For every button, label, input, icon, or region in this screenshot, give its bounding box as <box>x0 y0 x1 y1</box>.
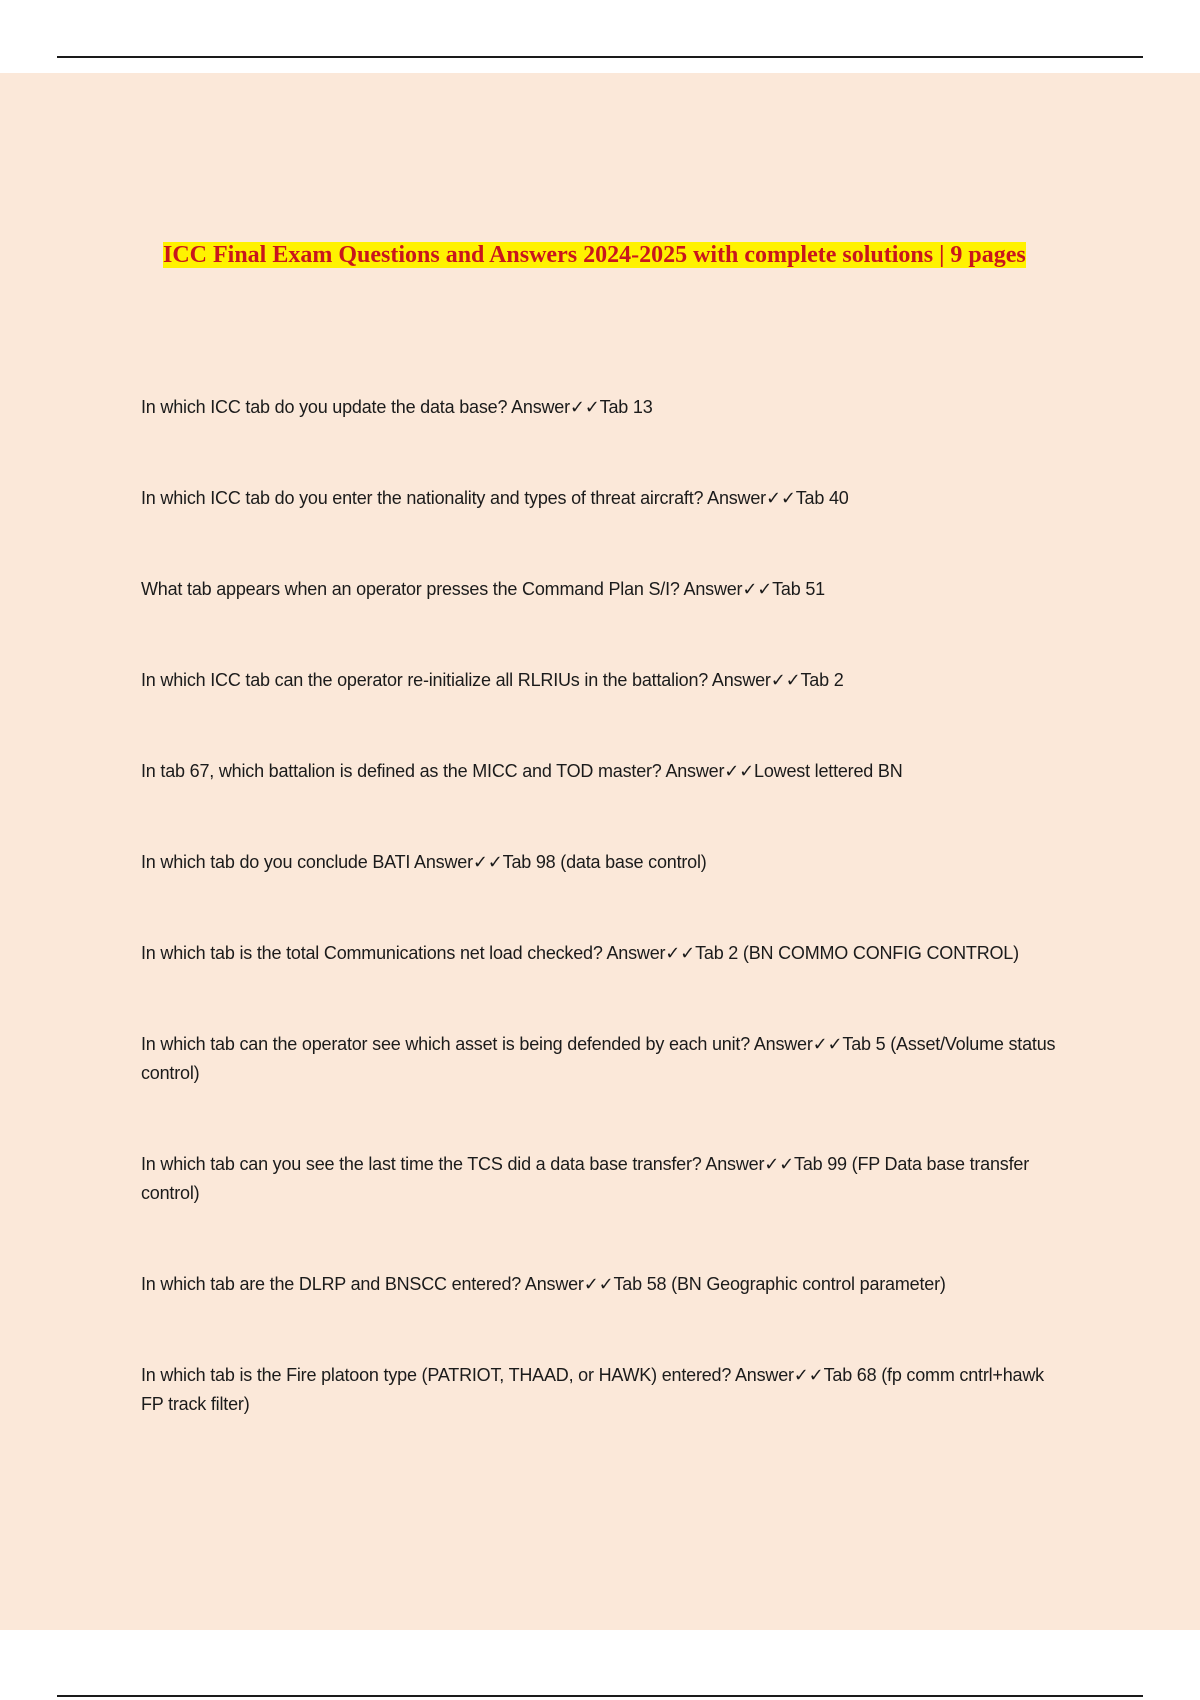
question-text: In which tab are the DLRP and BNSCC entered? <box>141 1274 522 1294</box>
qa-item <box>141 1270 1071 1299</box>
question-text: In which tab can you see the last time the TCS did a data base transfer? <box>141 1154 702 1174</box>
document-title <box>163 239 1083 272</box>
answer-marker: Answer✓✓ <box>683 579 773 599</box>
qa-item <box>141 939 1071 968</box>
answer-text: Tab 2 <box>800 670 844 690</box>
question-text: In which ICC tab can the operator re-initialize all RLRIUs in the battalion? <box>141 670 709 690</box>
question-text: In which tab is the Fire platoon type (PATRIOT, THAAD, or HAWK) entered? <box>141 1365 732 1385</box>
qa-list <box>141 393 1071 1481</box>
qa-item <box>141 666 1071 695</box>
header-rule <box>57 56 1143 58</box>
answer-marker: Answer✓✓ <box>524 1274 614 1294</box>
question-text: In tab 67, which battalion is defined as the MICC and TOD master? <box>141 761 662 781</box>
answer-marker: Answer✓✓ <box>753 1034 843 1054</box>
qa-item <box>141 1150 1071 1208</box>
qa-item <box>141 393 1071 422</box>
answer-text: Tab 2 (BN COMMO CONFIG CONTROL) <box>695 943 1019 963</box>
footer-rule <box>57 1695 1143 1697</box>
qa-item <box>141 575 1071 604</box>
answer-text: Tab 68 (fp comm cntrl+hawk FP track filter) <box>141 1365 1044 1414</box>
answer-marker: Answer✓✓ <box>511 397 600 417</box>
answer-marker: Answer✓✓ <box>707 488 796 508</box>
answer-text: Tab 99 (FP Data base transfer control) <box>141 1154 1030 1203</box>
answer-text: Tab 51 <box>772 579 825 599</box>
question-text: In which tab is the total Communications net load checked? <box>141 943 603 963</box>
question-text: In which ICC tab do you enter the nationality and types of threat aircraft? <box>141 488 704 508</box>
answer-text: Lowest lettered BN <box>754 761 903 781</box>
answer-text: Tab 58 (BN Geographic control parameter) <box>613 1274 946 1294</box>
answer-marker: Answer✓✓ <box>705 1154 795 1174</box>
answer-marker: Answer✓✓ <box>414 852 503 872</box>
qa-item <box>141 848 1071 877</box>
question-text: What tab appears when an operator presses the Command Plan S/I? <box>141 579 680 599</box>
qa-item <box>141 1030 1071 1088</box>
question-text: In which tab can the operator see which asset is being defended by each unit? <box>141 1034 751 1054</box>
answer-marker: Answer✓✓ <box>711 670 801 690</box>
answer-marker: Answer✓✓ <box>665 761 755 781</box>
answer-marker: Answer✓✓ <box>734 1365 824 1385</box>
answer-text: Tab 40 <box>795 488 849 508</box>
qa-item <box>141 484 1071 513</box>
answer-text: Tab 5 (Asset/Volume status control) <box>141 1034 1056 1083</box>
answer-marker: Answer✓✓ <box>606 943 696 963</box>
qa-item <box>141 757 1071 786</box>
answer-text: Tab 98 (data base control) <box>502 852 707 872</box>
document-page <box>0 73 1200 1630</box>
title-highlight: ICC Final Exam Questions and Answers 2024-2025 with complete solutions | 9 pages <box>163 242 1026 268</box>
answer-text: Tab 13 <box>599 397 653 417</box>
question-text: In which tab do you conclude BATI <box>141 852 411 872</box>
qa-item <box>141 1361 1071 1419</box>
question-text: In which ICC tab do you update the data base? <box>141 397 508 417</box>
